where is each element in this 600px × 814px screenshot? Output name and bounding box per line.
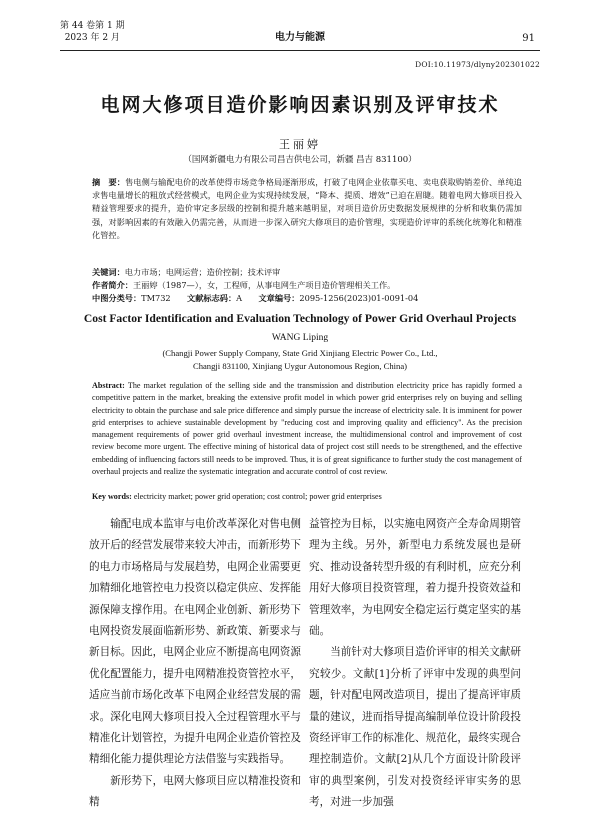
- page-number: 91: [522, 33, 535, 44]
- doc-code-label: 文献标志码：: [187, 293, 237, 303]
- journal-name: 电力与能源: [275, 32, 325, 43]
- article-no-value: 2095-1256(2023)01-0091-04: [299, 293, 419, 303]
- classification-line: [92, 292, 522, 305]
- abstract-chinese-label: 摘 要：: [92, 177, 126, 187]
- keywords-chinese-text: 电力市场；电网运营；造价控制；技术评审: [124, 267, 281, 277]
- article-no-label: 文章编号：: [258, 293, 300, 303]
- author-english: WANG Liping: [271, 333, 329, 343]
- abstract-chinese-text: 售电侧与输配电价的改革使得市场竞争格局逐渐形成，打破了电网企业依靠买电、卖电获取购销差价、单纯追求售电量增长的粗放式经营模式，电网企业为实现持续发展，“降本、提质、增效”已迫在眉睫。随着电网大修项目投入精益管理要求的提升，造价审定多层级的控制和提升越来越明显，对项目造价历史数据发展规律的分析和收集仍需加强，对影响因素的有效融入仍需完善，从而进一步深入研究大修项目的造价管理，实现造价评审的系统化统筹化和精准化管控。: [92, 177, 522, 240]
- keywords-chinese-label: 关键词：: [92, 267, 125, 277]
- keywords-english: [92, 492, 522, 501]
- body-paragraph: 输配电成本监审与电价改革深化对售电侧放开后的经营发展带来较大冲击，而新形势下的电力市场格局与发展趋势，电网企业需要更加精细化地管控电力投资以稳定供应、发挥能源保障支撑作用。在电网企业创新、新形势下电网投资发展面临新形势、新政策、新要求与新目标。因此，电网企业应不断提高电网资源优化配置能力，提升电网精准投资管控水平，适应当前市场化改革下电网企业经营发展的需求。深化电网大修项目投入全过程管理水平与精准化计划管控，为提升电网企业造价管控及精细化能力提供理论方法借鉴与实践指导。: [89, 518, 301, 766]
- keywords-english-label: Key words:: [92, 492, 132, 501]
- author-bio-label: 作者简介：: [92, 280, 133, 290]
- doi: DOI:10.11973/dlyny202301022: [415, 60, 540, 69]
- abstract-english: [92, 380, 522, 478]
- header-divider: [60, 50, 540, 51]
- affiliation-chinese: （国网新疆电力有限公司昌吉供电公司，新疆 昌吉 831100）: [183, 155, 417, 165]
- issue-date: 2023 年 2 月: [64, 33, 120, 43]
- affiliation-english-line: (Changji Power Supply Company, State Grid Xinjiang Electric Power Co., Ltd.,: [162, 348, 438, 358]
- title-chinese: 电网大修项目造价影响因素识别及评审技术: [100, 94, 500, 116]
- body-paragraph: 新形势下，电网大修项目应以精准投资和精: [89, 774, 301, 809]
- body-column-left: [89, 514, 301, 814]
- author-chinese: 王丽婷: [279, 138, 321, 151]
- body-paragraph: 益管控为目标，以实施电网资产全寿命周期管理为主线。另外，新型电力系统发展也是研究、推动设备转型升级的有利时机，应充分利用好大修项目投资管理，着力提升投资效益和管理效率，为电网安全稳定运行奠定坚实的基础。: [309, 518, 521, 638]
- affiliation-english: [0, 347, 600, 372]
- author-bio-text: 王丽婷（1987—），女，工程师，从事电网生产项目造价管理相关工作。: [132, 280, 396, 290]
- keywords-chinese: [92, 266, 522, 279]
- affiliation-english-line: Changji 831100, Xinjiang Uygur Autonomous Region, China): [192, 360, 408, 371]
- abstract-english-text: The market regulation of the selling side and the transmission and distribution electricity price has rapidly formed a competitive pattern in the market, breaking the extensive profit model in which power grid enterprises rely on buying and selling electricity to obtain the purchase and sale price difference and simply pursue the increase of electricity sale. It is imminent for power grid enterprises to achieve sustainable development by "reducing cost and improving quality and efficiency". As the precision management requirements of power grid overhaul investment increase, the multidimensional control and improvement of cost review become more urgent. The effective mining of historical data of project cost still needs to be strengthened, and the effective embedding of influencing factors still needs to be improved. Thus, it is of great significance to further study the cost management of overhaul projects and realize the systematic integration and accurate control of cost review.: [92, 381, 522, 477]
- keywords-english-text: electricity market; power grid operation; cost control; power grid enterprises: [133, 492, 382, 501]
- author-bio: [92, 279, 522, 292]
- title-english: Cost Factor Identification and Evaluation Technology of Power Grid Overhaul Projects: [83, 312, 517, 325]
- clc-label: 中图分类号：: [92, 293, 142, 303]
- clc-value: TM732: [141, 293, 171, 303]
- body-paragraph: 当前针对大修项目造价评审的相关文献研究较少。文献[1]分析了评审中发现的典型问题，针对配电网改造项目，提出了提高评审质量的建议，进而指导提高编制单位设计阶段投资经评审工作的标准化、规范化，最终实现合理控制造价。文献[2]从几个方面设计阶段评审的典型案例，引发对投资经评审实务的思考，对进一步加强: [309, 646, 521, 809]
- abstract-chinese: [92, 176, 522, 242]
- body-column-right: [309, 514, 521, 814]
- volume-issue: 第 44 卷第 1 期: [60, 21, 125, 31]
- abstract-english-label: Abstract:: [92, 381, 125, 390]
- doc-code-value: A: [236, 293, 243, 303]
